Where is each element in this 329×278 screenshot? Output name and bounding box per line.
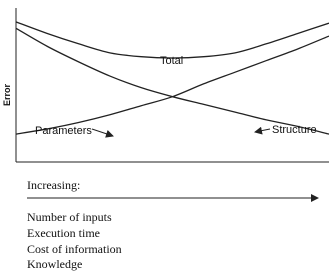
series-layer <box>16 22 329 134</box>
structure-annotation-arrow <box>255 129 270 132</box>
structure-series-line <box>16 28 329 134</box>
footer-item-cost-of-information: Cost of information <box>27 242 122 256</box>
structure-label: Structure <box>272 124 317 136</box>
footer-item-knowledge: Knowledge <box>27 257 83 271</box>
x-axis-title: Increasing: <box>27 178 81 192</box>
footer-item-execution-time: Execution time <box>27 226 100 240</box>
total-label: Total <box>160 55 184 67</box>
footer-list <box>27 210 122 271</box>
total-series-line <box>16 22 329 58</box>
parameters-annotation-arrow <box>92 129 113 136</box>
parameters-label: Parameters <box>35 125 92 137</box>
footer-item-number-of-inputs: Number of inputs <box>27 210 112 224</box>
parameters-series-line <box>16 36 329 134</box>
y-axis-title: Error <box>2 83 12 107</box>
